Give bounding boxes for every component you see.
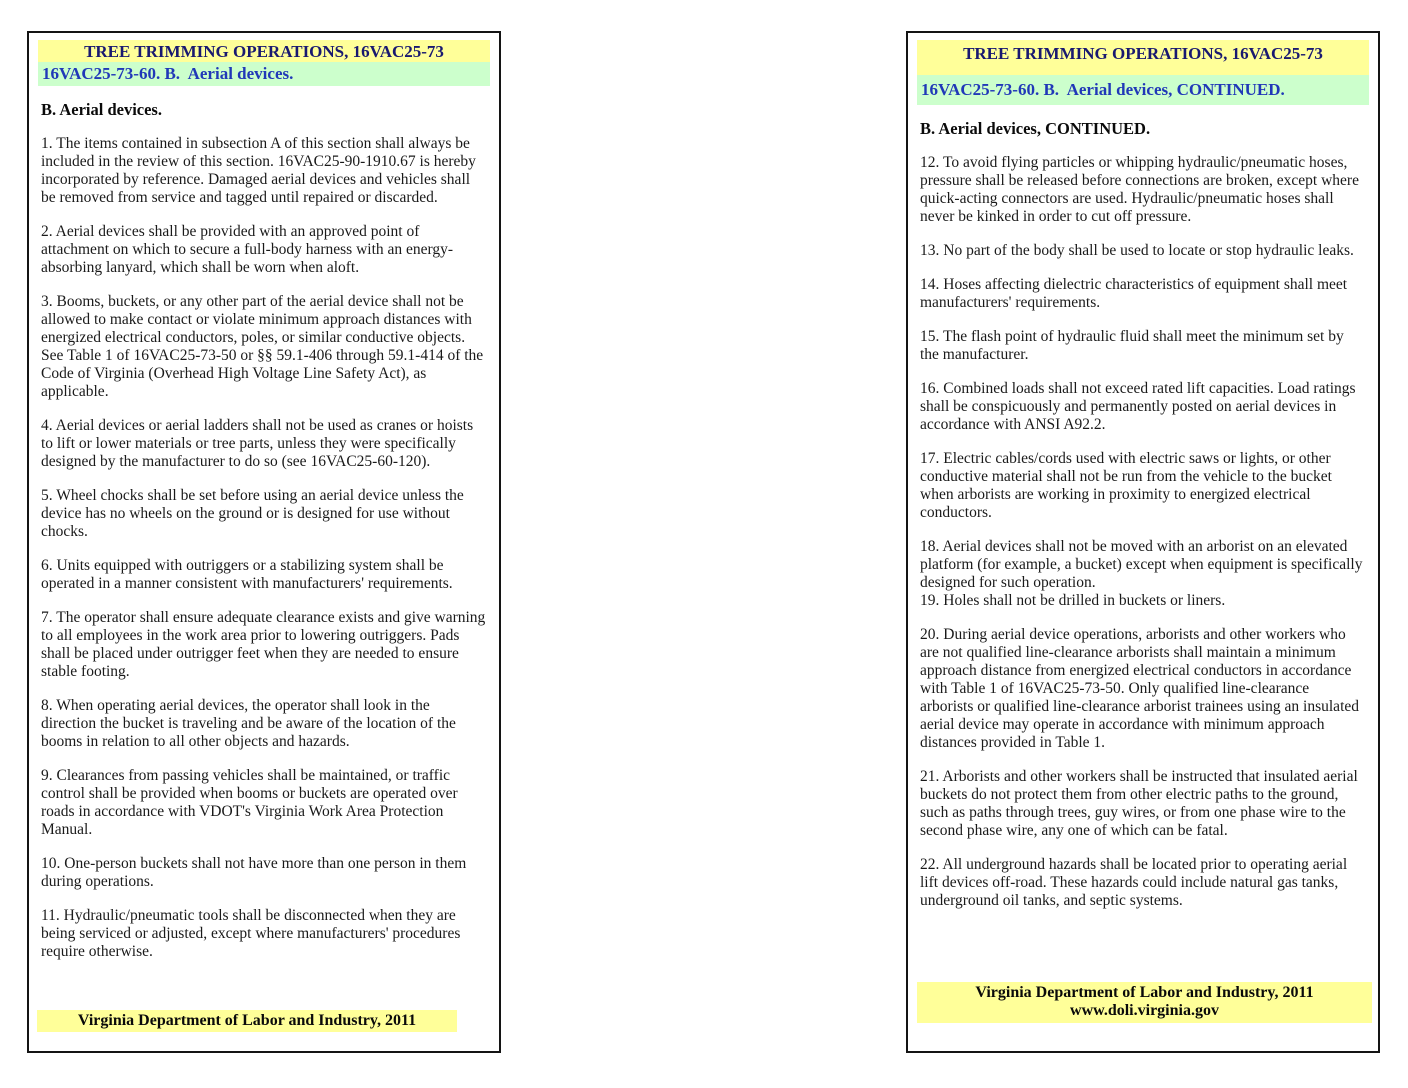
paragraph: 6. Units equipped with outriggers or a stabilizing system shall be operated in a manner consistent with manufacturers' requirements. [41,557,453,592]
page-right [906,31,1380,1053]
paragraph: 10. One-person buckets shall not have more than one person in them during operations. [41,855,467,890]
paragraph: 17. Electric cables/cords used with electric saws or lights, or other conductive material shall not be run from the vehicle to the bucket when arborists are working in proximity to energized electrical conductors. [920,450,1332,521]
paragraph: 1. The items contained in subsection A of this section shall always be included in the review of this section. 16VAC25-90-1910.67 is hereby incorporated by reference. Damaged aerial devices and vehicles shall be removed from service and tagged until repaired or discarded. [41,135,476,206]
regulation-paragraphs [920,154,1369,910]
paragraph: 15. The flash point of hydraulic fluid shall meet the minimum set by the manufacturer. [920,328,1344,363]
paragraph: 11. Hydraulic/pneumatic tools shall be disconnected when they are being serviced or adjusted, except where manufacturers' procedures require otherwise. [41,907,461,960]
paragraph: 22. All underground hazards shall be located prior to operating aerial lift devices off-road. These hazards could include natural gas tanks, underground oil tanks, and septic systems. [920,856,1348,909]
paragraph: 8. When operating aerial devices, the operator shall look in the direction the bucket is traveling and be aware of the location of the booms in relation to all other objects and hazards. [41,697,456,750]
paragraph: 5. Wheel chocks shall be set before using an aerial device unless the device has no wheels on the ground or is designed for use without chocks. [41,487,464,540]
page-left [27,31,501,1053]
subsection-heading: B. Aerial devices, CONTINUED. [920,119,1151,138]
footer-org-line: Virginia Department of Labor and Industry, 2011 [975,984,1314,1001]
paragraph: 13. No part of the body shall be used to locate or stop hydraulic leaks. [920,242,1354,259]
paragraph: 20. During aerial device operations, arborists and other workers who are not qualified line-clearance arborists shall maintain a minimum approach distance from energized electrical conductors in accordance with Table 1 of 16VAC25-73-50. Only qualified line-clearance arborists or qualified line-clearance arborist trainees using an insulated aerial device may operate in accordance with minimum approach distances provided in Table 1. [920,626,1360,751]
page-footer [917,982,1372,1023]
page-title: TREE TRIMMING OPERATIONS, 16VAC25-73 [917,40,1369,75]
paragraph: 7. The operator shall ensure adequate clearance exists and give warning to all employees in the work area prior to lowering outriggers. Pads shall be placed under outrigger feet when they are needed to ensure stable footing. [41,609,486,680]
section-header: 16VAC25-73-60. B. Aerial devices. [38,62,490,86]
paragraph: 16. Combined loads shall not exceed rated lift capacities. Load ratings shall be conspicuously and permanently posted on aerial devices in accordance with ANSI A92.2. [920,380,1356,433]
page-title: TREE TRIMMING OPERATIONS, 16VAC25-73 [38,40,490,62]
paragraph: 14. Hoses affecting dielectric characteristics of equipment shall meet manufacturers' requirements. [920,276,1348,311]
section-header: 16VAC25-73-60. B. Aerial devices, CONTINUED. [917,75,1369,105]
footer-url-line: www.doli.virginia.gov [1070,1002,1219,1019]
paragraph: 9. Clearances from passing vehicles shall be maintained, or traffic control shall be provided when booms or buckets are operated over roads in accordance with VDOT's Virginia Work Area Protection Manual. [41,767,458,838]
paragraph: 4. Aerial devices or aerial ladders shall not be used as cranes or hoists to lift or lower materials or tree parts, unless they were specifically designed by the manufacturer to do so (see 16VAC25-60-120). [41,417,474,470]
page-footer: Virginia Department of Labor and Industry, 2011 [37,1010,457,1032]
paragraph: 12. To avoid flying particles or whipping hydraulic/pneumatic hoses, pressure shall be released before connections are broken, except where quick-acting connectors are used. Hydraulic/pneumatic hoses shall never be kinked in order to cut off pressure. [920,154,1359,225]
regulation-paragraphs [41,135,490,961]
paragraph: 19. Holes shall not be drilled in buckets or liners. [920,592,1226,609]
paragraph: 2. Aerial devices shall be provided with an approved point of attachment on which to secure a full-body harness with an energy-absorbing lanyard, which shall be worn when aloft. [41,223,454,276]
paragraph: 3. Booms, buckets, or any other part of the aerial device shall not be allowed to make contact or violate minimum approach distances with energized electrical conductors, poles, or similar conductive objects. See Table 1 of 16VAC25-73-50 or §§ 59.1-406 through 59.1-414 of the Code of Virginia (Overhead High Voltage Line Safety Act), as applicable. [41,293,484,400]
subsection-heading: B. Aerial devices. [41,100,162,119]
paragraph: 21. Arborists and other workers shall be instructed that insulated aerial buckets do not protect them from other electric paths to the ground, such as paths through trees, guy wires, or from one phase wire to the second phase wire, any one of which can be fatal. [920,768,1358,839]
paragraph: 18. Aerial devices shall not be moved with an arborist on an elevated platform (for example, a bucket) except when equipment is specifically designed for such operation. [920,538,1363,591]
